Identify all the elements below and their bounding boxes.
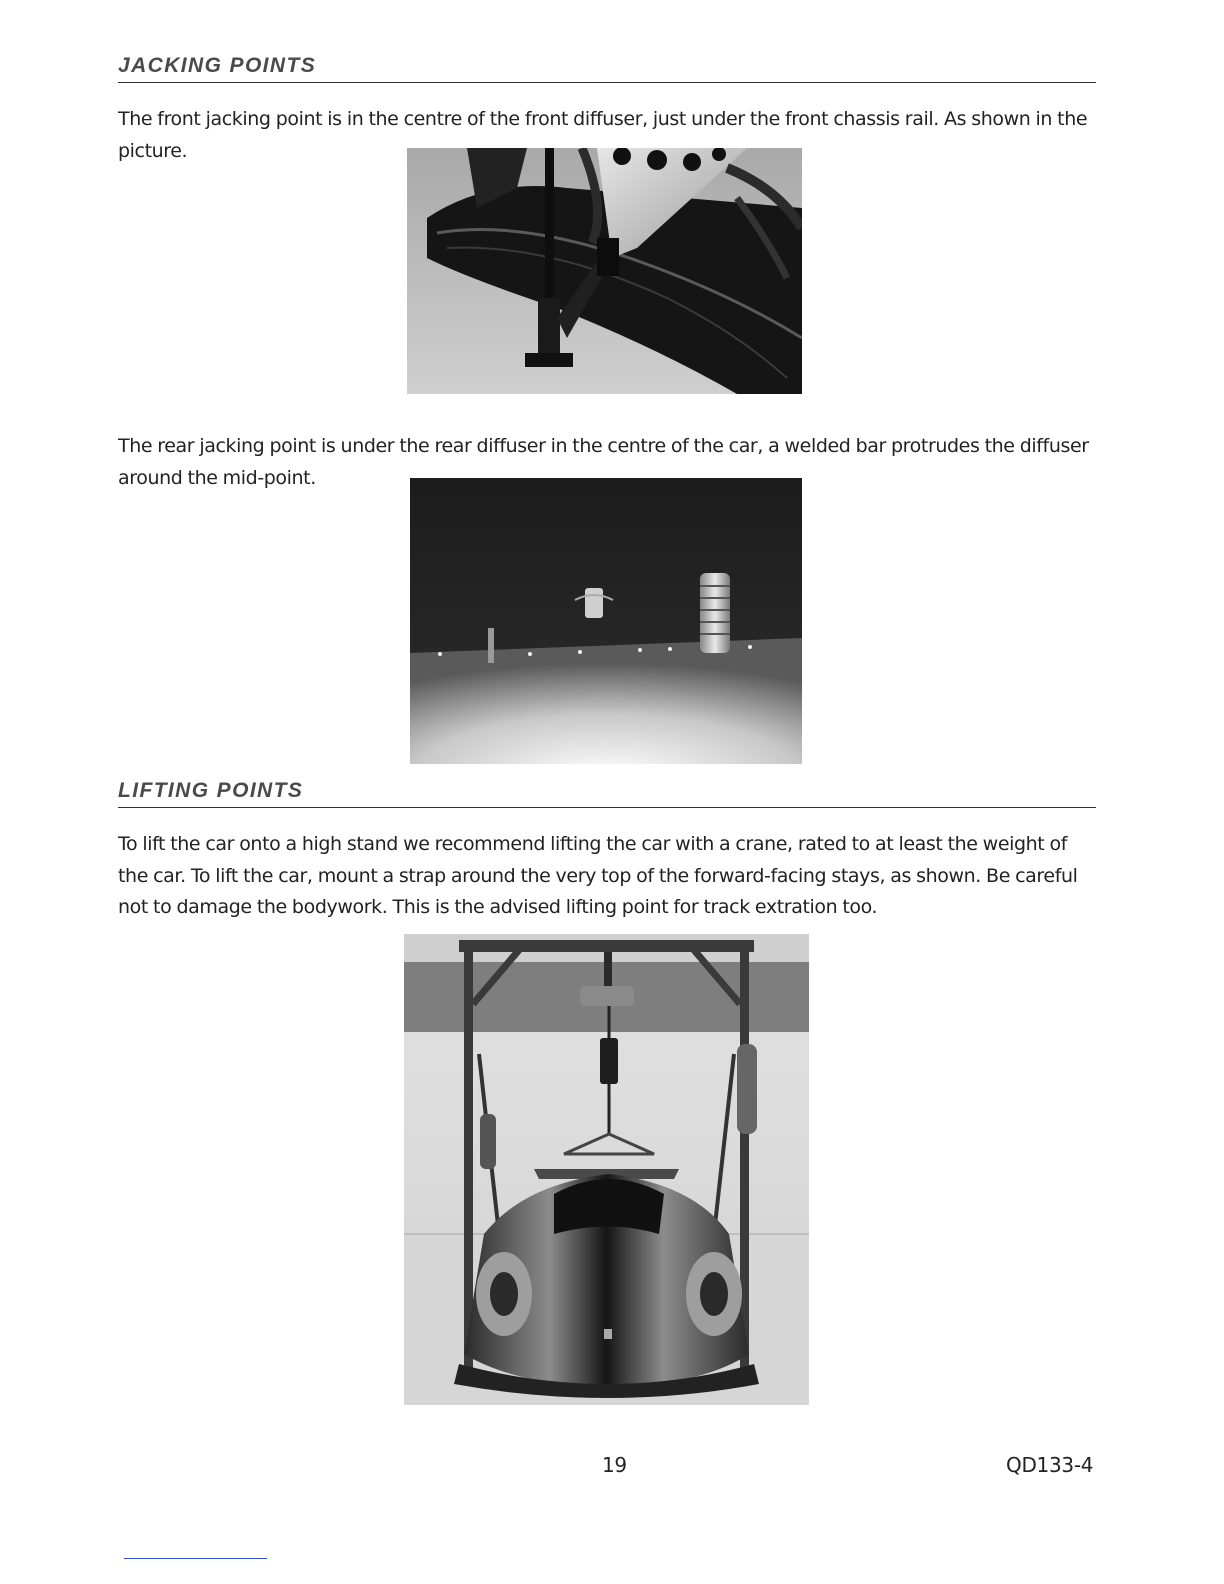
rear-jacking-point-photo <box>410 478 802 764</box>
lifting-paragraph: To lift the car onto a high stand we recommend lifting the car with a crane, rated to at least the weight of the car. To lift the car, mount a strap around the very top of the forward-facing stays, as shown. Be careful not to damage the bodywork. This is the advised lifting point for track extration too. <box>118 833 1078 918</box>
section-heading-jacking-points: JACKING POINTS <box>118 54 1096 83</box>
page-number: 19 <box>602 1453 627 1477</box>
document-code: QD133-4 <box>1006 1453 1094 1477</box>
section-heading-lifting-points: LIFTING POINTS <box>118 779 1096 808</box>
front-jacking-point-photo <box>407 148 802 394</box>
front-jacking-paragraph: The front jacking point is in the centre of the front diffuser, just under the front chassis rail. As shown in the picture. <box>118 108 1088 162</box>
footnote-rule <box>124 1558 267 1559</box>
lifting-crane-photo <box>404 934 809 1405</box>
rear-jacking-paragraph: The rear jacking point is under the rear diffuser in the centre of the car, a welded bar protrudes the diffuser around the mid-point. <box>118 435 1089 489</box>
